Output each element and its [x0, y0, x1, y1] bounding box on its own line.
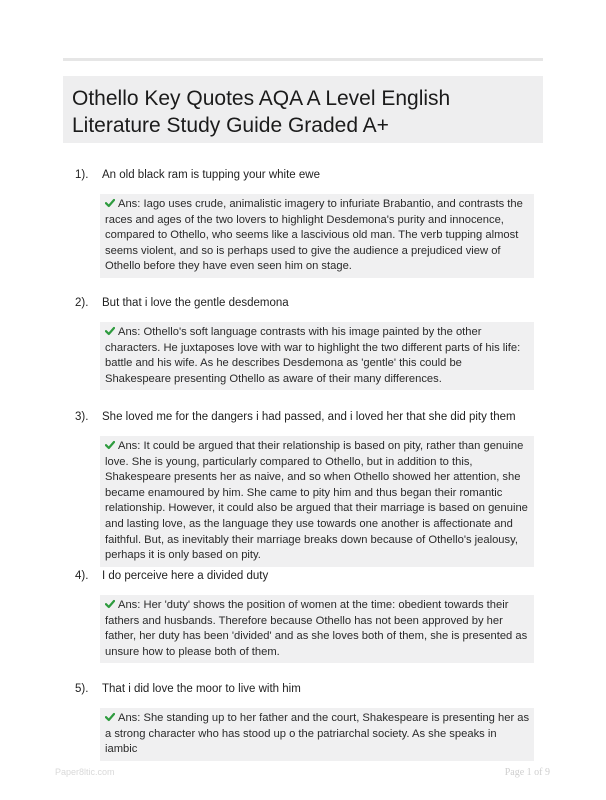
question-text: I do perceive here a divided duty [102, 570, 269, 582]
question-number: 3). [75, 411, 89, 423]
question-block-2 [63, 295, 543, 390]
answer-box [100, 436, 534, 567]
answer-box [100, 322, 534, 390]
question-row [63, 681, 543, 699]
answer-text: Ans: Othello's soft language contrasts with his image painted by the other characters. He juxtaposes love with war to highlight the two different parts of his life: battle and his wife. As he describes Desdemona as 'gentle' this could be Shakespeare presenting Othello as aware of their many differences. [105, 326, 521, 385]
footer-watermark: Paper8ltic.com [55, 767, 115, 777]
answer-text: Ans: It could be argued that their relationship is based on pity, rather than genuine love. She is young, particularly compared to Othello, but in addition to this, Shakespeare presents her as naive, and so when Othello showed her attention, she became enamoured by him. She came to pity him and thus began their romantic relationship. However, it could also be argued that their marriage is based on genuine and lasting love, as the language they use towards one another is affectionate and faithful. But, as inevitably their marriage breaks down because of Othello's jealousy, perhaps it is only based on pity. [105, 440, 528, 562]
question-row [63, 568, 543, 586]
answer-text: Ans: Her 'duty' shows the position of women at the time: obedient towards their fathers and husbands. Therefore because Othello has not been approved by her father, her duty has been 'divided' and as she loves both of them, she is presented as unsure how to please both of them. [105, 599, 528, 658]
checkmark-icon [105, 198, 115, 208]
question-block-3 [63, 409, 543, 567]
question-block-1 [63, 167, 543, 278]
header-rule [63, 58, 543, 61]
checkmark-icon [105, 440, 115, 450]
checkmark-icon [105, 599, 115, 609]
answer-text: Ans: She standing up to her father and the court, Shakespeare is presenting her as a strong character who has stood up o the patriarchal society. As she speaks in iambic [105, 712, 530, 756]
question-number: 2). [75, 297, 89, 309]
title-banner [63, 76, 543, 143]
checkmark-icon [105, 326, 115, 336]
question-text: But that i love the gentle desdemona [102, 297, 289, 309]
document-title: Othello Key Quotes AQA A Level English Literature Study Guide Graded A+ [72, 87, 451, 137]
checkmark-icon [105, 712, 115, 722]
question-text: She loved me for the dangers i had passed, and i loved her that she did pity them [102, 411, 516, 423]
question-row [63, 295, 543, 313]
page-indicator: Page 1 of 9 [504, 767, 550, 778]
question-row [63, 167, 543, 185]
question-number: 4). [75, 570, 89, 582]
question-block-4 [63, 568, 543, 663]
question-text: That i did love the moor to live with him [102, 683, 301, 695]
answer-box [100, 194, 534, 278]
question-number: 5). [75, 683, 89, 695]
answer-text: Ans: Iago uses crude, animalistic imagery to infuriate Brabantio, and contrasts the races and ages of the two lovers to highlight Desdemona's purity and innocence, compared to Othello, who seems like a lascivious old man. The verb tupping almost seems violent, and so is perhaps used to give the audience a prejudiced view of Othello before they have even seen him on stage. [105, 198, 523, 273]
question-row [63, 409, 543, 427]
answer-box [100, 595, 534, 663]
question-text: An old black ram is tupping your white ewe [102, 169, 320, 181]
question-number: 1). [75, 169, 89, 181]
answer-box [100, 708, 534, 761]
question-block-5 [63, 681, 543, 761]
